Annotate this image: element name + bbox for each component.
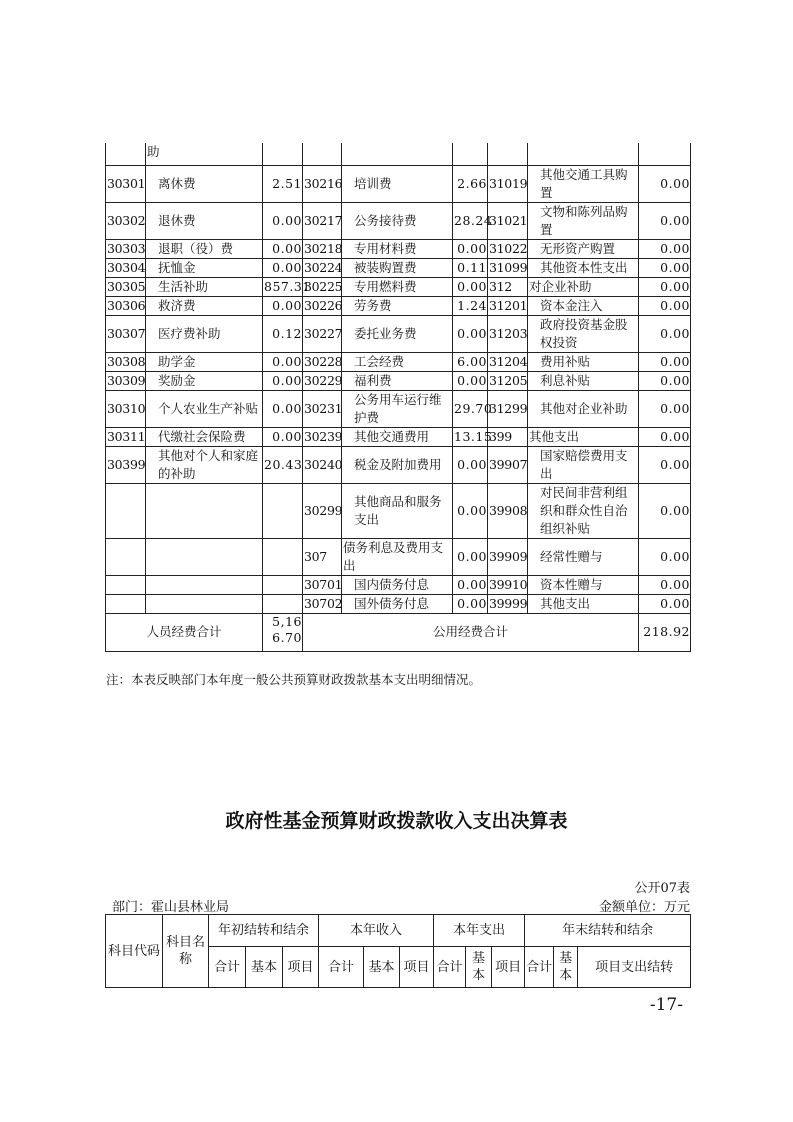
- table-cell: 31021: [488, 202, 528, 239]
- table-cell: 救济费: [146, 296, 263, 315]
- table-cell: [263, 594, 303, 613]
- table-cell: 抚恤金: [146, 258, 263, 277]
- table-cell: 0.00: [453, 371, 488, 390]
- table-cell: 0.00: [639, 371, 691, 390]
- table-cell: [263, 143, 303, 165]
- table-cell: 399: [488, 427, 528, 446]
- table-cell: 对企业补助: [528, 277, 639, 296]
- table-cell: 公务用车运行维护费: [342, 390, 453, 427]
- basic-expenditure-table: [105, 143, 691, 652]
- header-code: 科目代码: [106, 915, 163, 988]
- amount-unit: 金额单位：万元: [598, 900, 690, 915]
- table-cell: [488, 143, 528, 165]
- table-cell: 28.24: [453, 202, 488, 239]
- table-cell: [106, 594, 146, 613]
- table-cell: 39999: [488, 594, 528, 613]
- table-row: [106, 315, 691, 352]
- fund-budget-table: [105, 914, 691, 988]
- table-row: [106, 202, 691, 239]
- table-cell: 30231: [303, 390, 342, 427]
- table-cell: 0.00: [639, 594, 691, 613]
- table-cell: 39908: [488, 483, 528, 538]
- table-cell: 文物和陈列品购置: [528, 202, 639, 239]
- table-cell: 0.11: [453, 258, 488, 277]
- header-group: 年末结转和结余: [525, 915, 691, 947]
- table-cell: 其他对企业补助: [528, 390, 639, 427]
- header-group: 本年支出: [434, 915, 525, 947]
- table-cell: [146, 575, 263, 594]
- table-cell: 0.00: [639, 239, 691, 258]
- table-cell: 39910: [488, 575, 528, 594]
- table-cell: 30299: [303, 483, 342, 538]
- table-cell: 助: [146, 143, 263, 165]
- table-cell: 30399: [106, 446, 146, 483]
- table-cell: [263, 483, 303, 538]
- table-cell: 培训费: [342, 165, 453, 202]
- table-cell: [453, 143, 488, 165]
- header-sub: 基本: [364, 947, 400, 988]
- table-cell: 0.00: [639, 446, 691, 483]
- table-row: [106, 575, 691, 594]
- table-code: 公开07表: [634, 881, 690, 896]
- table-cell: 其他支出: [528, 594, 639, 613]
- table-cell: 31299: [488, 390, 528, 427]
- table-cell: 代缴社会保险费: [146, 427, 263, 446]
- table-cell: 857.31: [263, 277, 303, 296]
- table-cell: [303, 143, 342, 165]
- table-cell: 0.00: [639, 202, 691, 239]
- table-cell: 0.00: [453, 315, 488, 352]
- table-cell: 2.66: [453, 165, 488, 202]
- table-cell: 国内债务付息: [342, 575, 453, 594]
- page-number: -17-: [649, 995, 683, 1015]
- page-title: 政府性基金预算财政拨款收入支出决算表: [225, 810, 568, 832]
- table-cell: 退职（役）费: [146, 239, 263, 258]
- table-cell: 个人农业生产补贴: [146, 390, 263, 427]
- table-cell: 离休费: [146, 165, 263, 202]
- table-cell: 其他资本性支出: [528, 258, 639, 277]
- header-sub: 合计: [319, 947, 364, 988]
- table-cell: 0.00: [453, 575, 488, 594]
- header-sub: 合计: [209, 947, 246, 988]
- table-cell: [146, 594, 263, 613]
- table-cell: 0.00: [263, 371, 303, 390]
- table-cell: 20.43: [263, 446, 303, 483]
- table-row: [106, 277, 691, 296]
- department: 部门：霍山县林业局: [112, 900, 230, 915]
- table-cell: 30302: [106, 202, 146, 239]
- table-cell: 其他交通费用: [342, 427, 453, 446]
- table-cell: 30308: [106, 352, 146, 371]
- header-sub: 基本: [246, 947, 283, 988]
- table-cell: [146, 538, 263, 575]
- table-cell: 0.00: [453, 277, 488, 296]
- table-cell: 30217: [303, 202, 342, 239]
- table-cell: 31205: [488, 371, 528, 390]
- table-cell: 税金及附加费用: [342, 446, 453, 483]
- table-cell: 专用燃料费: [342, 277, 453, 296]
- table-cell: 0.00: [639, 483, 691, 538]
- table-cell: 资本金注入: [528, 296, 639, 315]
- table-row: [106, 594, 691, 613]
- table-cell: 30301: [106, 165, 146, 202]
- table-cell: 经常性赠与: [528, 538, 639, 575]
- table-cell: 0.00: [639, 277, 691, 296]
- table-cell: 资本性赠与: [528, 575, 639, 594]
- table-cell: 30309: [106, 371, 146, 390]
- table-cell: [146, 483, 263, 538]
- table-cell: 30310: [106, 390, 146, 427]
- table-cell: 0.00: [453, 483, 488, 538]
- table-row: [106, 483, 691, 538]
- table-cell: 30306: [106, 296, 146, 315]
- table-row: [106, 239, 691, 258]
- public-total-label: 公用经费合计: [303, 613, 639, 651]
- table-cell: 30228: [303, 352, 342, 371]
- header-sub: 项目: [400, 947, 434, 988]
- table-cell: 公务接待费: [342, 202, 453, 239]
- table-cell: 其他交通工具购置: [528, 165, 639, 202]
- table-cell: 30311: [106, 427, 146, 446]
- table-cell: 0.00: [639, 315, 691, 352]
- table-cell: 其他对个人和家庭的补助: [146, 446, 263, 483]
- table-cell: 国家赔偿费用支出: [528, 446, 639, 483]
- header-sub: 基本: [554, 947, 578, 988]
- table-cell: 0.00: [639, 258, 691, 277]
- table-cell: 0.00: [639, 165, 691, 202]
- table-cell: 0.00: [263, 352, 303, 371]
- table-cell: 国外债务付息: [342, 594, 453, 613]
- table-cell: 0.00: [639, 575, 691, 594]
- table-cell: [263, 538, 303, 575]
- table-cell: 生活补助: [146, 277, 263, 296]
- header-sub: 合计: [525, 947, 554, 988]
- table-cell: 工会经费: [342, 352, 453, 371]
- table-cell: 30702: [303, 594, 342, 613]
- table-cell: [342, 143, 453, 165]
- table-cell: 0.00: [263, 239, 303, 258]
- public-total-value: 218.92: [639, 613, 691, 651]
- table-cell: 30240: [303, 446, 342, 483]
- table-cell: 0.00: [639, 427, 691, 446]
- table-cell: 30227: [303, 315, 342, 352]
- header-group: 本年收入: [319, 915, 434, 947]
- table-cell: 30218: [303, 239, 342, 258]
- table-cell: 无形资产购置: [528, 239, 639, 258]
- table-cell: 39907: [488, 446, 528, 483]
- table-row: [106, 352, 691, 371]
- table-cell: 31201: [488, 296, 528, 315]
- header-group: 年初结转和结余: [209, 915, 319, 947]
- table-row: [106, 143, 691, 165]
- table-cell: 医疗费补助: [146, 315, 263, 352]
- table-cell: 0.00: [263, 390, 303, 427]
- table-cell: 利息补贴: [528, 371, 639, 390]
- table-cell: 30224: [303, 258, 342, 277]
- table-cell: [106, 483, 146, 538]
- table-cell: 30303: [106, 239, 146, 258]
- table-cell: 0.00: [263, 258, 303, 277]
- table-cell: 0.00: [639, 538, 691, 575]
- header-sub: 合计: [434, 947, 466, 988]
- table-row: [106, 165, 691, 202]
- table-cell: 29.70: [453, 390, 488, 427]
- table-cell: 其他商品和服务支出: [342, 483, 453, 538]
- table-cell: 0.00: [453, 239, 488, 258]
- table-cell: [106, 538, 146, 575]
- personnel-total-value: 5,166.70: [263, 613, 303, 651]
- table-cell: 30239: [303, 427, 342, 446]
- table-cell: 30216: [303, 165, 342, 202]
- table-cell: 0.00: [263, 296, 303, 315]
- table-cell: 30226: [303, 296, 342, 315]
- table-cell: 0.00: [263, 427, 303, 446]
- table-cell: 6.00: [453, 352, 488, 371]
- table-cell: [106, 575, 146, 594]
- table-cell: 委托业务费: [342, 315, 453, 352]
- table-cell: 30305: [106, 277, 146, 296]
- table-cell: 0.00: [639, 296, 691, 315]
- personnel-total-label: 人员经费合计: [106, 613, 263, 651]
- table-cell: 费用补贴: [528, 352, 639, 371]
- table-cell: 30701: [303, 575, 342, 594]
- table-cell: 其他支出: [528, 427, 639, 446]
- table-cell: 债务利息及费用支出: [342, 538, 453, 575]
- table-cell: 30229: [303, 371, 342, 390]
- table-cell: 30307: [106, 315, 146, 352]
- table-row: [106, 427, 691, 446]
- total-row: [106, 613, 691, 651]
- table-cell: 0.00: [263, 202, 303, 239]
- table-cell: 1.24: [453, 296, 488, 315]
- table-cell: 0.00: [453, 446, 488, 483]
- table-cell: 13.15: [453, 427, 488, 446]
- header-sub: 项目: [283, 947, 319, 988]
- header-sub: 项目支出结转: [578, 947, 691, 988]
- table-cell: 30225: [303, 277, 342, 296]
- table-cell: 福利费: [342, 371, 453, 390]
- table-cell: 312: [488, 277, 528, 296]
- table-cell: 0.12: [263, 315, 303, 352]
- table-cell: 0.00: [639, 390, 691, 427]
- table-cell: 0.00: [639, 352, 691, 371]
- table-cell: 劳务费: [342, 296, 453, 315]
- table-cell: 31099: [488, 258, 528, 277]
- table-cell: 0.00: [453, 538, 488, 575]
- table-cell: 被装购置费: [342, 258, 453, 277]
- table-cell: 39909: [488, 538, 528, 575]
- header-sub: 基本: [466, 947, 492, 988]
- table-row: [106, 446, 691, 483]
- table-cell: 专用材料费: [342, 239, 453, 258]
- table-cell: 0.00: [453, 594, 488, 613]
- table-cell: 31022: [488, 239, 528, 258]
- table-cell: 31204: [488, 352, 528, 371]
- table-cell: 助学金: [146, 352, 263, 371]
- table-row: [106, 538, 691, 575]
- table-row: [106, 258, 691, 277]
- table-note: 注：本表反映部门本年度一般公共预算财政拨款基本支出明细情况。: [106, 672, 482, 687]
- table-cell: 31019: [488, 165, 528, 202]
- table-row: [106, 390, 691, 427]
- table-cell: 退休费: [146, 202, 263, 239]
- header-name: 科目名称: [163, 915, 209, 988]
- table-row: [106, 371, 691, 390]
- table-cell: 政府投资基金股权投资: [528, 315, 639, 352]
- table-cell: [528, 143, 639, 165]
- table-cell: 对民间非营利组织和群众性自治组织补贴: [528, 483, 639, 538]
- header-sub: 项目: [492, 947, 525, 988]
- table-cell: [639, 143, 691, 165]
- table-cell: 30304: [106, 258, 146, 277]
- table-cell: [106, 143, 146, 165]
- table-cell: 2.51: [263, 165, 303, 202]
- table-cell: 307: [303, 538, 342, 575]
- table-cell: 31203: [488, 315, 528, 352]
- table-cell: [263, 575, 303, 594]
- table-row: [106, 296, 691, 315]
- table-cell: 奖励金: [146, 371, 263, 390]
